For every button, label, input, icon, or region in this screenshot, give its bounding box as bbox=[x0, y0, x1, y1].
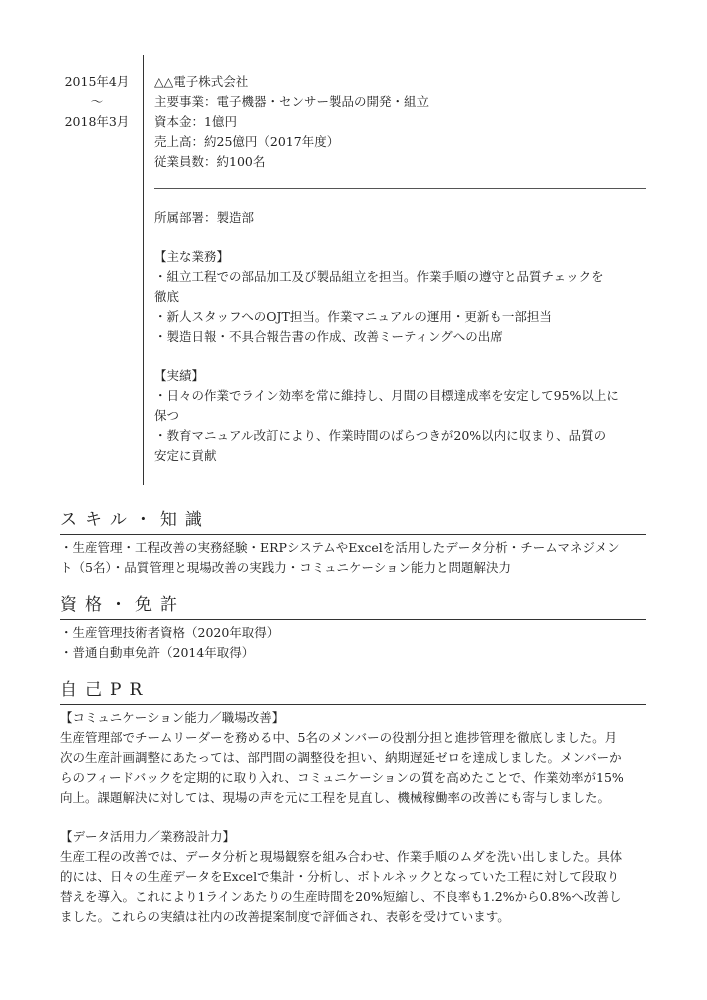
pr-line: 替えを導入。これにより1ラインあたりの生産時間を20%短縮し、不良率も1.2%から0.8%へ改善し bbox=[60, 889, 622, 904]
department: 所属部署：製造部 bbox=[154, 210, 255, 225]
licenses-section bbox=[60, 593, 646, 663]
achievements-heading: 【実績】 bbox=[154, 368, 205, 383]
duties-heading: 【主な業務】 bbox=[154, 249, 230, 264]
skills-heading: スキル・知識 bbox=[60, 508, 646, 535]
license-line: ・普通自動車免許（2014年取得） bbox=[60, 645, 255, 660]
skills-line: ・生産管理・工程改善の実務経験・ERPシステムやExcelを活用したデータ分析・チームマネジメン bbox=[60, 540, 620, 555]
company-name: △△電子株式会社 bbox=[154, 74, 249, 89]
pr-line: 向上。課題解決に対しては、現場の声を元に工程を見直し、機械稼働率の改善にも寄与しました。 bbox=[60, 790, 611, 805]
skills-line: ト（5名）・品質管理と現場改善の実践力・コミュニケーション能力と問題解決力 bbox=[60, 560, 511, 575]
pr-line: ました。これらの実績は社内の改善提案制度で評価され、表彰を受けています。 bbox=[60, 909, 510, 924]
pr-line: 生産工程の改善では、データ分析と現場観察を組み合わせ、作業手順のムダを洗い出しました。具体 bbox=[60, 849, 623, 864]
employment-period bbox=[60, 72, 134, 132]
company-divider bbox=[154, 188, 646, 189]
pr-block1-heading: 【コミュニケーション能力／職場改善】 bbox=[60, 710, 285, 725]
duty-line: 徹底 bbox=[154, 289, 180, 304]
duty-line: ・新人スタッフへのOJT担当。作業マニュアルの運用・更新も一部担当 bbox=[154, 309, 552, 324]
pr-line: 生産管理部でチームリーダーを務める中、5名のメンバーの役割分担と進捗管理を徹底しました。月 bbox=[60, 730, 618, 745]
pr-line: らのフィードバックを定期的に取り入れ、コミュニケーションの質を高めたことで、作業効率が15% bbox=[60, 770, 624, 785]
pr-line: 次の生産計画調整にあたっては、部門間の調整役を担い、納期遅延ゼロを達成しました。メンバーか bbox=[60, 750, 622, 765]
period-end: 2018年3月 bbox=[64, 114, 130, 129]
company-business: 主要事業：電子機器・センサー製品の開発・組立 bbox=[154, 94, 430, 109]
pr-line: 的には、日々の生産データをExcelで集計・分析し、ボトルネックとなっていた工程に対して段取り bbox=[60, 869, 620, 884]
skills-section bbox=[60, 508, 646, 578]
period-separator: 〜 bbox=[90, 94, 104, 109]
timeline-divider bbox=[143, 55, 144, 485]
duty-line: ・組立工程での部品加工及び製品組立を担当。作業手順の遵守と品質チェックを bbox=[154, 269, 604, 284]
job-details bbox=[154, 208, 624, 466]
company-employees: 従業員数：約100名 bbox=[154, 154, 266, 169]
period-start: 2015年4月 bbox=[64, 74, 130, 89]
duty-line: ・製造日報・不具合報告書の作成、改善ミーティングへの出席 bbox=[154, 329, 503, 344]
company-capital: 資本金：1億円 bbox=[154, 114, 237, 129]
achievement-line: 保つ bbox=[154, 408, 180, 423]
self-pr-heading: 自己PR bbox=[60, 678, 646, 705]
company-sales: 売上高：約25億円（2017年度） bbox=[154, 134, 340, 149]
achievement-line: ・教育マニュアル改訂により、作業時間のばらつきが20%以内に収まり、品質の bbox=[154, 428, 607, 443]
self-pr-section bbox=[60, 678, 646, 927]
license-line: ・生産管理技術者資格（2020年取得） bbox=[60, 625, 280, 640]
company-info bbox=[154, 72, 654, 172]
pr-block2-heading: 【データ活用力／業務設計力】 bbox=[60, 829, 236, 844]
achievement-line: ・日々の作業でライン効率を常に維持し、月間の目標達成率を安定して95%以上に bbox=[154, 388, 619, 403]
licenses-heading: 資格・免許 bbox=[60, 593, 646, 620]
achievement-line: 安定に貢献 bbox=[154, 448, 217, 463]
